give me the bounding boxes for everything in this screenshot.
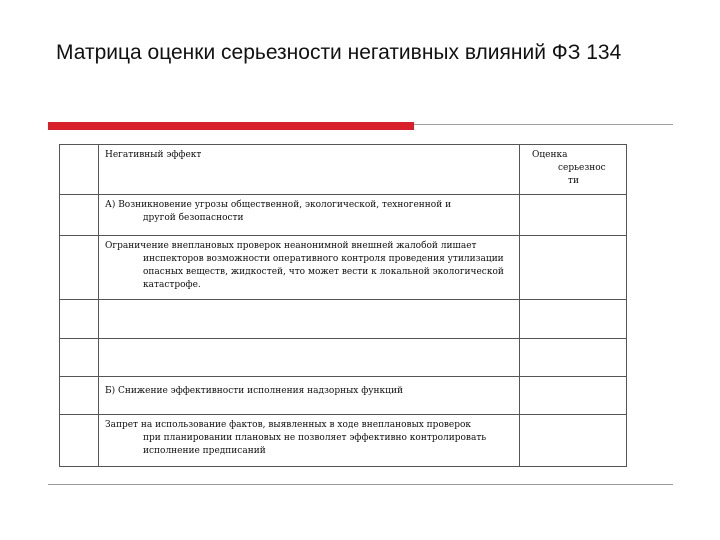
severity-matrix-table — [59, 144, 627, 467]
table-row — [60, 300, 627, 339]
score-cell — [520, 415, 627, 467]
score-cell — [520, 195, 627, 236]
score-cell — [520, 377, 627, 415]
effect-text-line: Запрет на использование фактов, выявленных в ходе внеплановых проверок — [105, 420, 472, 430]
header-score-cell — [520, 145, 627, 195]
effect-text — [99, 236, 519, 294]
row-marker-cell — [60, 377, 99, 415]
table-row — [60, 377, 627, 415]
effect-text — [99, 415, 519, 460]
table-row — [60, 415, 627, 467]
effect-text-line: Б) Снижение эффективности исполнения надзорных функций — [105, 386, 403, 396]
row-marker-cell — [60, 415, 99, 467]
header-score-line: Оценка — [532, 150, 568, 160]
score-cell — [520, 339, 627, 377]
effect-cell — [99, 236, 520, 300]
row-marker-cell — [60, 300, 99, 339]
effect-text — [99, 195, 519, 227]
effect-text-line: инспекторов возможности оперативного контроля проведения утилизации опасных веществ, жидкостей, что может вести к локальной экологической катастрофе. — [143, 254, 504, 290]
header-score-line: ти — [568, 176, 579, 186]
header-effect-label: Негативный эффект — [105, 150, 202, 160]
row-marker-cell — [60, 236, 99, 300]
row-marker-cell — [60, 145, 99, 195]
effect-cell — [99, 300, 520, 339]
footer-divider-line — [48, 484, 673, 485]
effect-cell — [99, 339, 520, 377]
effect-text — [99, 377, 519, 400]
title-accent-bar — [48, 122, 414, 130]
header-effect-cell — [99, 145, 520, 195]
table-row — [60, 339, 627, 377]
effect-text-line: другой безопасности — [143, 213, 244, 223]
header-score-label — [520, 145, 626, 188]
effect-text-line: Ограничение внеплановых проверок неанонимной внешней жалобой лишает — [105, 241, 477, 251]
effect-text-line: при планировании плановых не позволяет эффективно контролировать исполнение предписаний — [143, 433, 487, 456]
row-marker-cell — [60, 339, 99, 377]
score-cell — [520, 236, 627, 300]
effect-text-line: А) Возникновение угрозы общественной, экологической, техногенной и — [105, 200, 452, 210]
row-marker-cell — [60, 195, 99, 236]
table-row — [60, 195, 627, 236]
effect-cell — [99, 377, 520, 415]
table-header-row — [60, 145, 627, 195]
slide-title: Матрица оценки серьезности негативных влияний ФЗ 134 — [56, 41, 622, 64]
effect-cell — [99, 195, 520, 236]
header-score-line: серьезнос — [558, 163, 606, 173]
effect-cell — [99, 415, 520, 467]
score-cell — [520, 300, 627, 339]
table-row — [60, 236, 627, 300]
